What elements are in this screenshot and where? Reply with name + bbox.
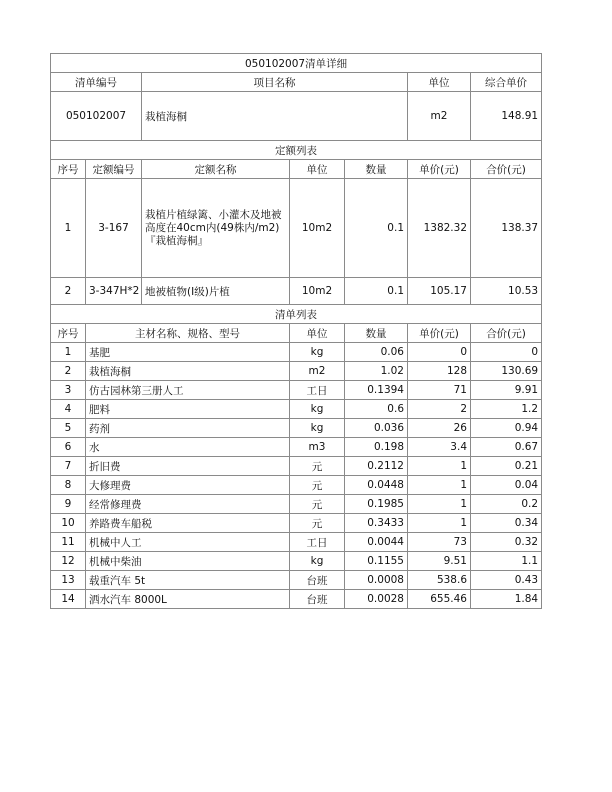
material-no: 6 (51, 438, 86, 457)
material-total: 0.04 (471, 476, 542, 495)
material-no: 1 (51, 343, 86, 362)
material-section-title: 清单列表 (51, 305, 542, 324)
table-title: 050102007清单详细 (51, 54, 542, 73)
material-qty: 0.198 (345, 438, 408, 457)
material-name: 栽植海桐 (86, 362, 290, 381)
material-row (51, 476, 542, 495)
material-no: 8 (51, 476, 86, 495)
material-row (51, 343, 542, 362)
material-qty: 1.02 (345, 362, 408, 381)
material-header-qty: 数量 (345, 324, 408, 343)
material-no: 9 (51, 495, 86, 514)
material-total: 0.21 (471, 457, 542, 476)
material-unit: kg (290, 419, 345, 438)
material-name: 基肥 (86, 343, 290, 362)
quota-code: 3-167 (86, 179, 142, 278)
material-total: 0.67 (471, 438, 542, 457)
material-row (51, 533, 542, 552)
quota-total: 10.53 (471, 278, 542, 305)
header-name: 项目名称 (142, 73, 408, 92)
material-row (51, 457, 542, 476)
material-unit: 元 (290, 495, 345, 514)
header-price: 综合单价 (471, 73, 542, 92)
quota-name: 地被植物(I级)片植 (142, 278, 290, 305)
header-unit: 单位 (408, 73, 471, 92)
material-qty: 0.0448 (345, 476, 408, 495)
material-no: 2 (51, 362, 86, 381)
material-total: 1.1 (471, 552, 542, 571)
material-unit: kg (290, 552, 345, 571)
material-unit: 台班 (290, 571, 345, 590)
material-price: 655.46 (408, 590, 471, 609)
material-price: 71 (408, 381, 471, 400)
material-qty: 0.2112 (345, 457, 408, 476)
quota-qty: 0.1 (345, 179, 408, 278)
quota-header-total: 合价(元) (471, 160, 542, 179)
material-price: 1 (408, 495, 471, 514)
material-row (51, 400, 542, 419)
material-row (51, 438, 542, 457)
material-unit: m2 (290, 362, 345, 381)
material-header-unit: 单位 (290, 324, 345, 343)
material-unit: 元 (290, 514, 345, 533)
material-header-no: 序号 (51, 324, 86, 343)
material-qty: 0.06 (345, 343, 408, 362)
material-no: 11 (51, 533, 86, 552)
material-row (51, 552, 542, 571)
material-qty: 0.6 (345, 400, 408, 419)
quota-price: 1382.32 (408, 179, 471, 278)
quota-header-unit: 单位 (290, 160, 345, 179)
quota-header-qty: 数量 (345, 160, 408, 179)
bill-detail-table (50, 53, 542, 609)
quota-header-code: 定额编号 (86, 160, 142, 179)
material-total: 9.91 (471, 381, 542, 400)
material-name: 养路费车船税 (86, 514, 290, 533)
material-qty: 0.3433 (345, 514, 408, 533)
material-row (51, 514, 542, 533)
material-unit: kg (290, 343, 345, 362)
quota-qty: 0.1 (345, 278, 408, 305)
material-header-total: 合价(元) (471, 324, 542, 343)
material-unit: m3 (290, 438, 345, 457)
material-qty: 0.1394 (345, 381, 408, 400)
material-row (51, 419, 542, 438)
quota-header-no: 序号 (51, 160, 86, 179)
material-row (51, 571, 542, 590)
material-total: 0.32 (471, 533, 542, 552)
material-total: 1.2 (471, 400, 542, 419)
material-price: 73 (408, 533, 471, 552)
material-row (51, 590, 542, 609)
material-row (51, 495, 542, 514)
material-name: 经常修理费 (86, 495, 290, 514)
material-qty: 0.1985 (345, 495, 408, 514)
item-code: 050102007 (51, 92, 142, 141)
quota-row (51, 278, 542, 305)
material-name: 仿古园林第三册人工 (86, 381, 290, 400)
quota-price: 105.17 (408, 278, 471, 305)
material-qty: 0.0008 (345, 571, 408, 590)
material-unit: 元 (290, 476, 345, 495)
material-price: 1 (408, 476, 471, 495)
material-total: 0.94 (471, 419, 542, 438)
material-price: 2 (408, 400, 471, 419)
material-no: 4 (51, 400, 86, 419)
material-name: 肥料 (86, 400, 290, 419)
material-name: 机械中人工 (86, 533, 290, 552)
material-qty: 0.1155 (345, 552, 408, 571)
material-header-price: 单价(元) (408, 324, 471, 343)
quota-unit: 10m2 (290, 179, 345, 278)
material-price: 26 (408, 419, 471, 438)
quota-total: 138.37 (471, 179, 542, 278)
material-price: 1 (408, 514, 471, 533)
quota-row (51, 179, 542, 278)
header-code: 清单编号 (51, 73, 142, 92)
material-name: 大修理费 (86, 476, 290, 495)
material-total: 0 (471, 343, 542, 362)
material-name: 折旧费 (86, 457, 290, 476)
material-total: 0.2 (471, 495, 542, 514)
material-name: 药剂 (86, 419, 290, 438)
quota-no: 2 (51, 278, 86, 305)
quota-header-row (51, 160, 542, 179)
material-total: 130.69 (471, 362, 542, 381)
material-price: 538.6 (408, 571, 471, 590)
material-no: 14 (51, 590, 86, 609)
material-unit: kg (290, 400, 345, 419)
material-name: 水 (86, 438, 290, 457)
quota-name: 栽植片植绿篱、小灌木及地被高度在40cm内(49株内/m2)『栽植海桐』 (142, 179, 290, 278)
quota-unit: 10m2 (290, 278, 345, 305)
item-name: 栽植海桐 (142, 92, 408, 141)
quota-header-price: 单价(元) (408, 160, 471, 179)
material-row (51, 381, 542, 400)
material-no: 3 (51, 381, 86, 400)
material-price: 128 (408, 362, 471, 381)
quota-code: 3-347H*2 (86, 278, 142, 305)
material-no: 10 (51, 514, 86, 533)
material-unit: 工日 (290, 533, 345, 552)
quota-header-name: 定额名称 (142, 160, 290, 179)
material-header-row (51, 324, 542, 343)
material-name: 洒水汽车 8000L (86, 590, 290, 609)
material-total: 0.43 (471, 571, 542, 590)
material-no: 5 (51, 419, 86, 438)
material-unit: 台班 (290, 590, 345, 609)
material-price: 3.4 (408, 438, 471, 457)
material-unit: 元 (290, 457, 345, 476)
material-qty: 0.0028 (345, 590, 408, 609)
material-price: 1 (408, 457, 471, 476)
quota-no: 1 (51, 179, 86, 278)
material-unit: 工日 (290, 381, 345, 400)
item-price: 148.91 (471, 92, 542, 141)
material-no: 12 (51, 552, 86, 571)
material-row (51, 362, 542, 381)
material-name: 机械中柴油 (86, 552, 290, 571)
material-total: 1.84 (471, 590, 542, 609)
material-qty: 0.036 (345, 419, 408, 438)
material-qty: 0.0044 (345, 533, 408, 552)
material-header-name: 主材名称、规格、型号 (86, 324, 290, 343)
material-price: 0 (408, 343, 471, 362)
item-unit: m2 (408, 92, 471, 141)
material-price: 9.51 (408, 552, 471, 571)
quota-section-title: 定额列表 (51, 141, 542, 160)
material-no: 7 (51, 457, 86, 476)
material-no: 13 (51, 571, 86, 590)
material-total: 0.34 (471, 514, 542, 533)
material-name: 载重汽车 5t (86, 571, 290, 590)
